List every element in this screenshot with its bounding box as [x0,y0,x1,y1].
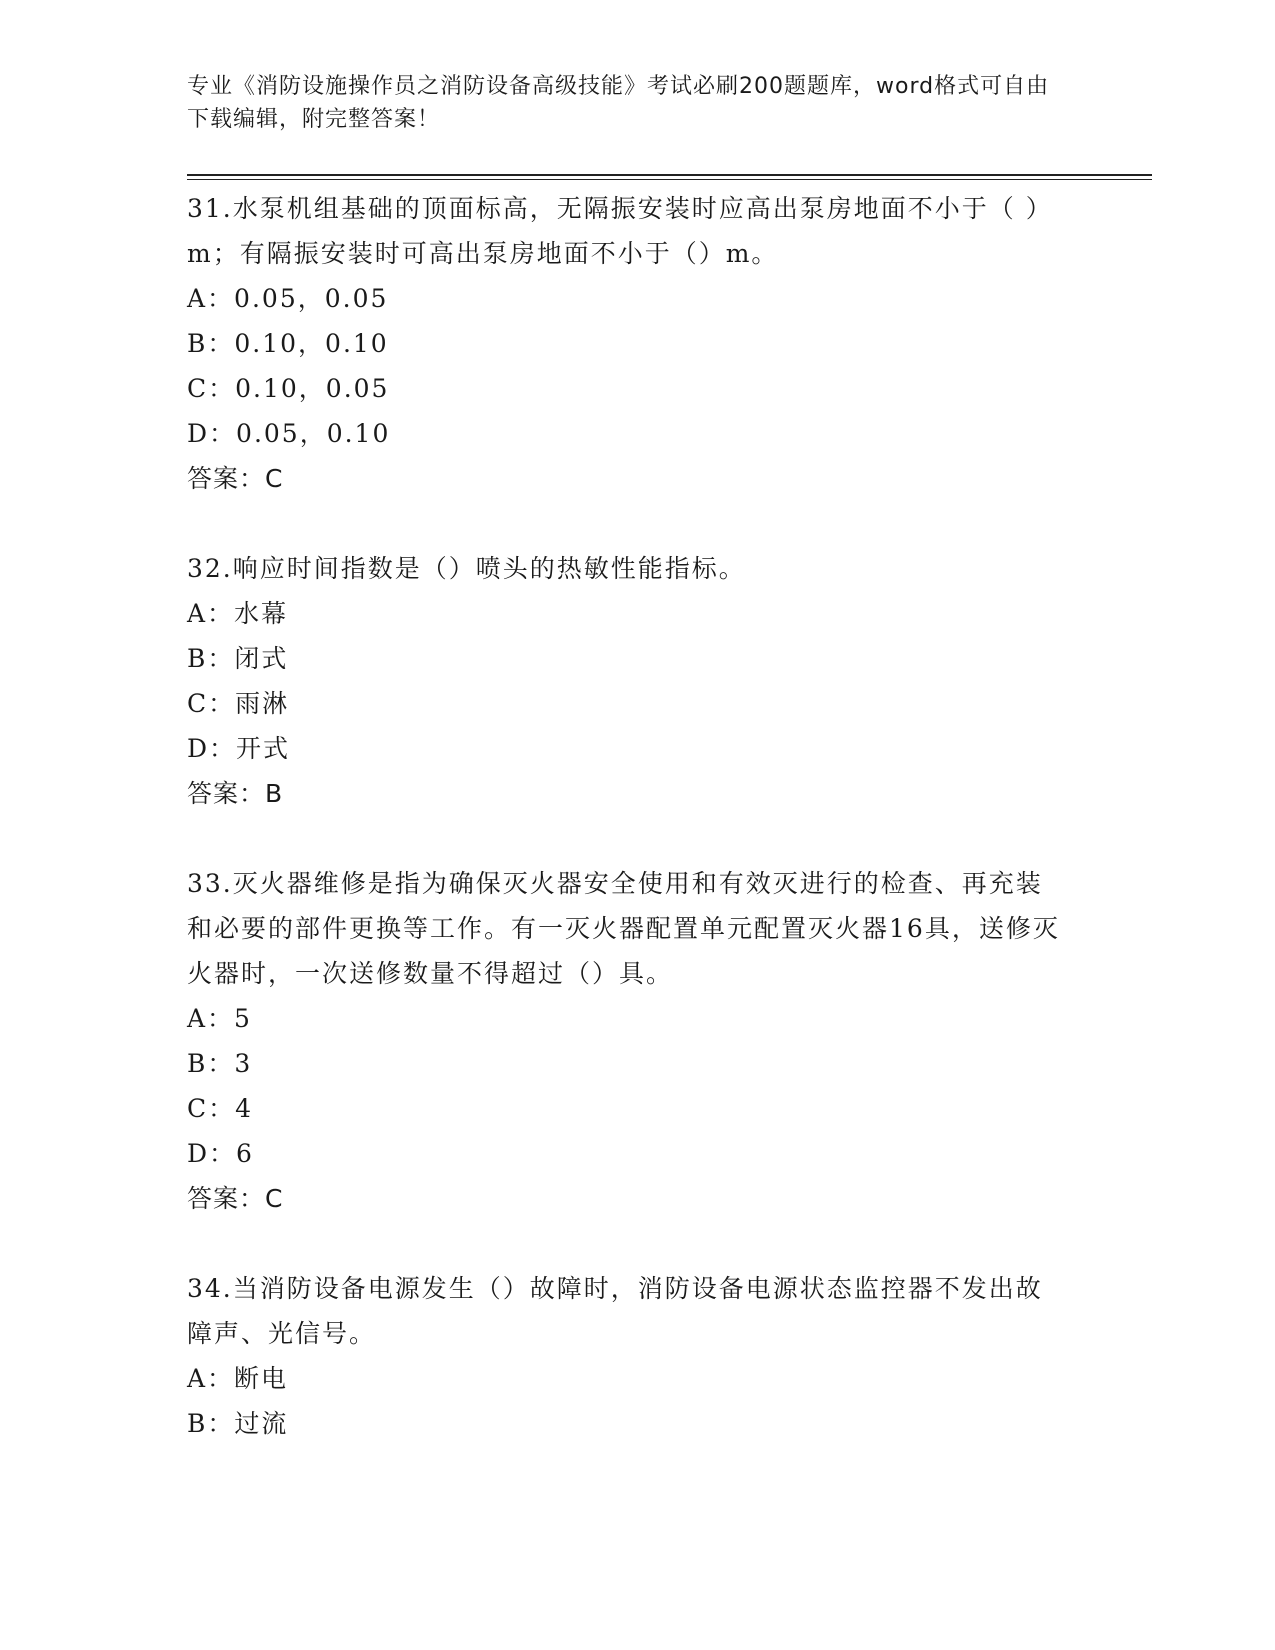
option-b: B：过流 [187,1409,289,1438]
question-text: 34.当消防设备电源发生（）故障时，消防设备电源状态监控器不发出故障声、光信号。 [187,1274,1043,1348]
option-b: B：3 [187,1049,253,1078]
option-c: C：4 [187,1094,254,1123]
option-a: A：5 [187,1004,252,1033]
document-page [187,70,1152,1446]
option-a: A：0.05，0.05 [187,284,389,313]
option-d: D：开式 [187,734,291,763]
option-d: D：6 [187,1139,254,1168]
question-text: 31.水泵机组基础的顶面标高，无隔振安装时应高出泵房地面不小于（ ）m；有隔振安装时可高出泵房地面不小于（）m。 [187,194,1053,268]
question-text: 32.响应时间指数是（）喷头的热敏性能指标。 [187,554,746,583]
option-a: A：水幕 [187,599,289,628]
option-b: B：闭式 [187,644,289,673]
option-c: C：0.10，0.05 [187,374,390,403]
answer: 答案：C [187,464,284,493]
header-divider [187,174,1152,180]
option-c: C：雨淋 [187,689,290,718]
document-header: 专业《消防设施操作员之消防设备高级技能》考试必刷200题题库，word格式可自由下载编辑，附完整答案！ [187,74,1050,132]
option-b: B：0.10，0.10 [187,329,389,358]
question-32 [187,546,1152,816]
question-31 [187,186,1152,501]
question-text: 33.灭火器维修是指为确保灭火器安全使用和有效灭进行的检查、再充装和必要的部件更换等工作。有一灭火器配置单元配置灭火器16具，送修灭火器时，一次送修数量不得超过（）具。 [187,869,1060,988]
option-a: A：断电 [187,1364,289,1393]
answer: 答案：C [187,1184,284,1213]
question-34 [187,1266,1152,1446]
answer: 答案：B [187,779,284,808]
question-33 [187,861,1152,1221]
option-d: D：0.05，0.10 [187,419,391,448]
